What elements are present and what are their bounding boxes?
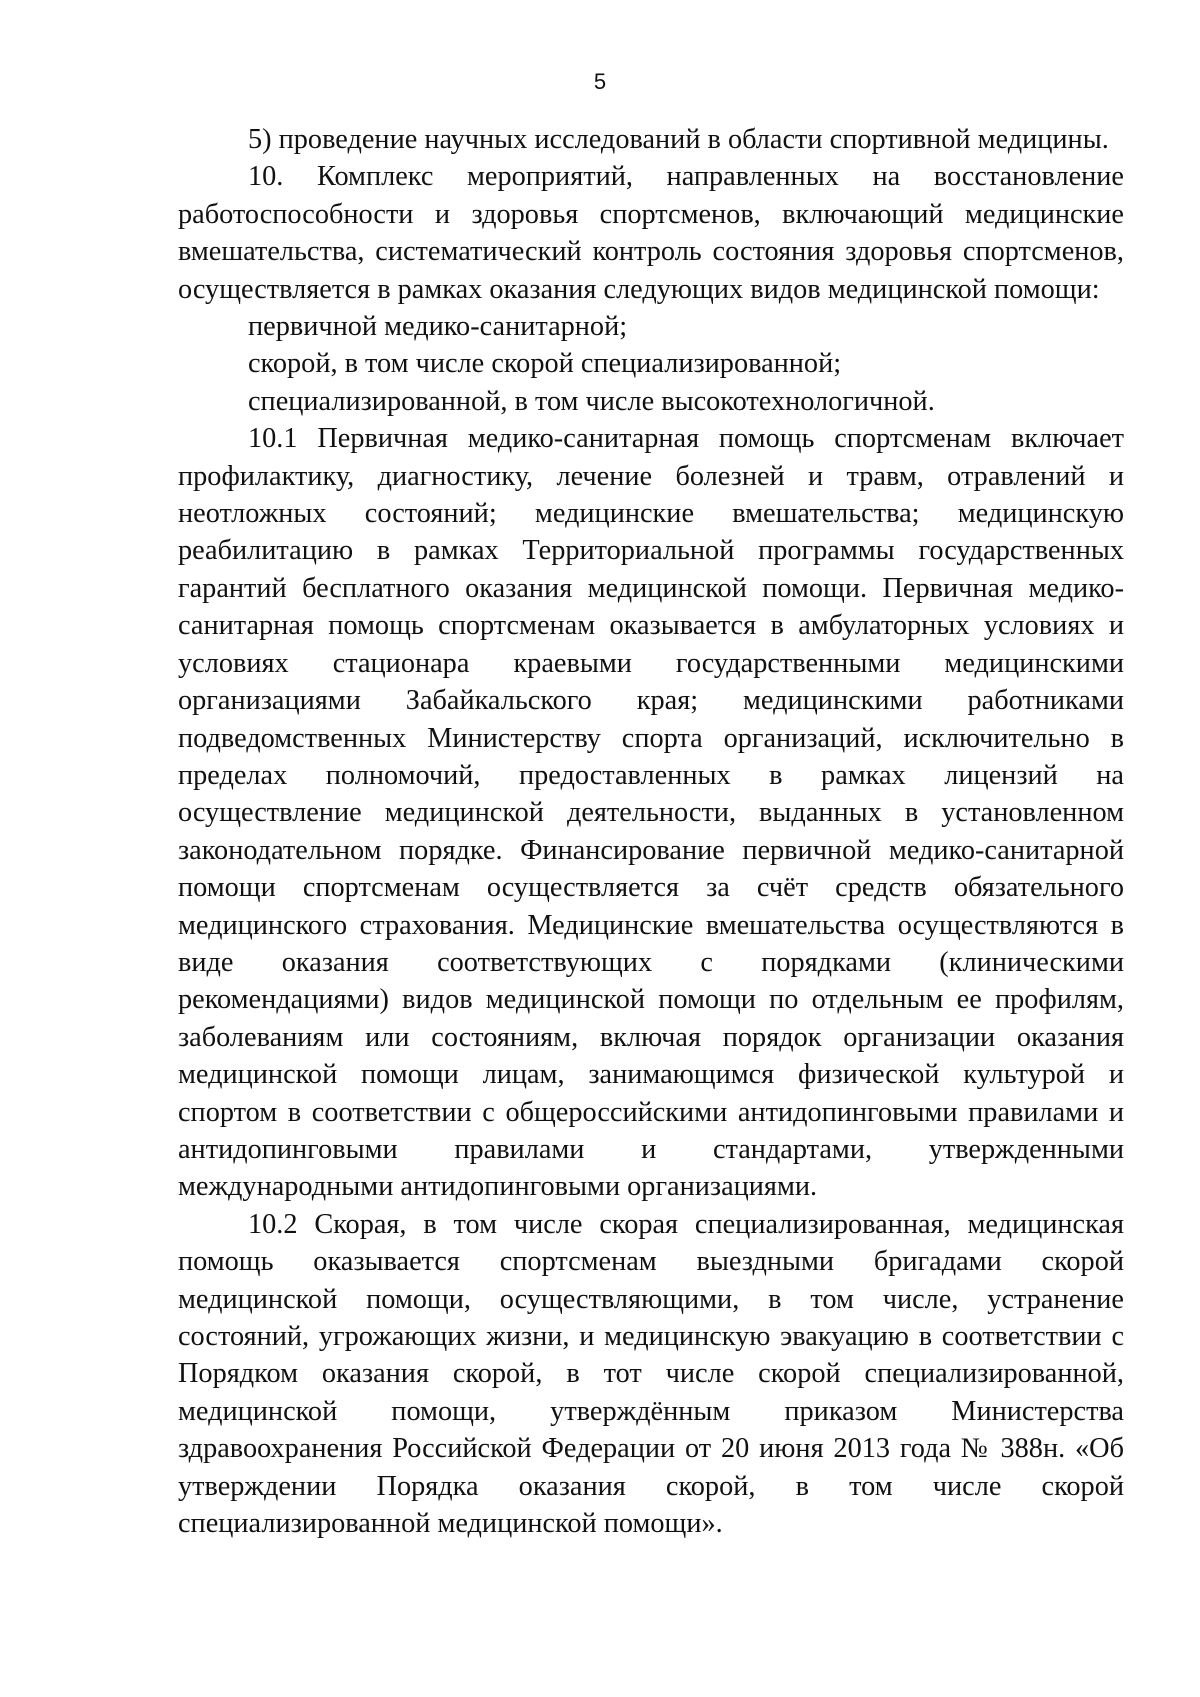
list-item-research: 5) проведение научных исследований в области спортивной медицины. — [248, 124, 1109, 155]
list-item-primary-care: первичной медико-санитарной; — [248, 311, 628, 343]
paragraph-10-2: 10.2 Скорая, в том числе скорая специализированная, медицинская помощь оказывается спортсменам выездными бригадами скорой медицинской помощи, осуществляющими, в том числе, устранение состояний, угрожающих жизни, и медицинскую эвакуацию в соответствии с Порядком оказания скорой, в тот числе скорой специализированной, медицинской помощи, утверждённым приказом Министерства здравоохранения Российской Федерации от 20 июня 2013 года № 388н. «Об утверждении Порядка оказания скорой, в том числе скорой специализированной медицинской помощи». — [178, 1208, 1124, 1540]
page-number: 5 — [593, 69, 607, 94]
list-item-specialized-care: специализированной, в том числе высокотехнологичной. — [248, 385, 935, 417]
paragraph-10-1: 10.1 Первичная медико-санитарная помощь спортсменам включает профилактику, диагностику, лечение болезней и травм, отравлений и неотложных состояний; медицинские вмешательства; медицинскую реабилитацию в рамках Территориальной программы государственных гарантий бесплатного оказания медицинской помощи. Первичная медико-санитарная помощь спортсменам оказывается в амбулаторных условиях и условиях стационара краевыми государственными медицинскими организациями Забайкальского края; медицинскими работниками подведомственных Министерству спорта организаций, исключительно в пределах полномочий, предоставленных в рамках лицензий на осуществление медицинской деятельности, выданных в установленном законодательном порядке. Финансирование первичной медико-санитарной помощи спортсменам осуществляется за счёт средств обязательного медицинского страхования. Медицинские вмешательства осуществляются в виде оказания соответствующих с порядками (клиническими рекомендациями) видов медицинской помощи по отдельным ее профилям, заболеваниям или состояниям, включая порядок организации оказания медицинской помощи лицам, занимающимся физической культурой и спортом в соответствии с общероссийскими антидопинговыми правилами и антидопинговыми правилами и стандартами, утвержденными международными антидопинговыми организациями. — [178, 423, 1124, 1203]
document-body — [178, 121, 1124, 1542]
paragraph-10: 10. Комплекс мероприятий, направленных на восстановление работоспособности и здоровья спортсменов, включающий медицинские вмешательства, систематический контроль состояния здоровья спортсменов, осуществляется в рамках оказания следующих видов медицинской помощи: — [178, 161, 1124, 305]
list-item-emergency-care: скорой, в том числе скорой специализированной; — [248, 348, 842, 380]
